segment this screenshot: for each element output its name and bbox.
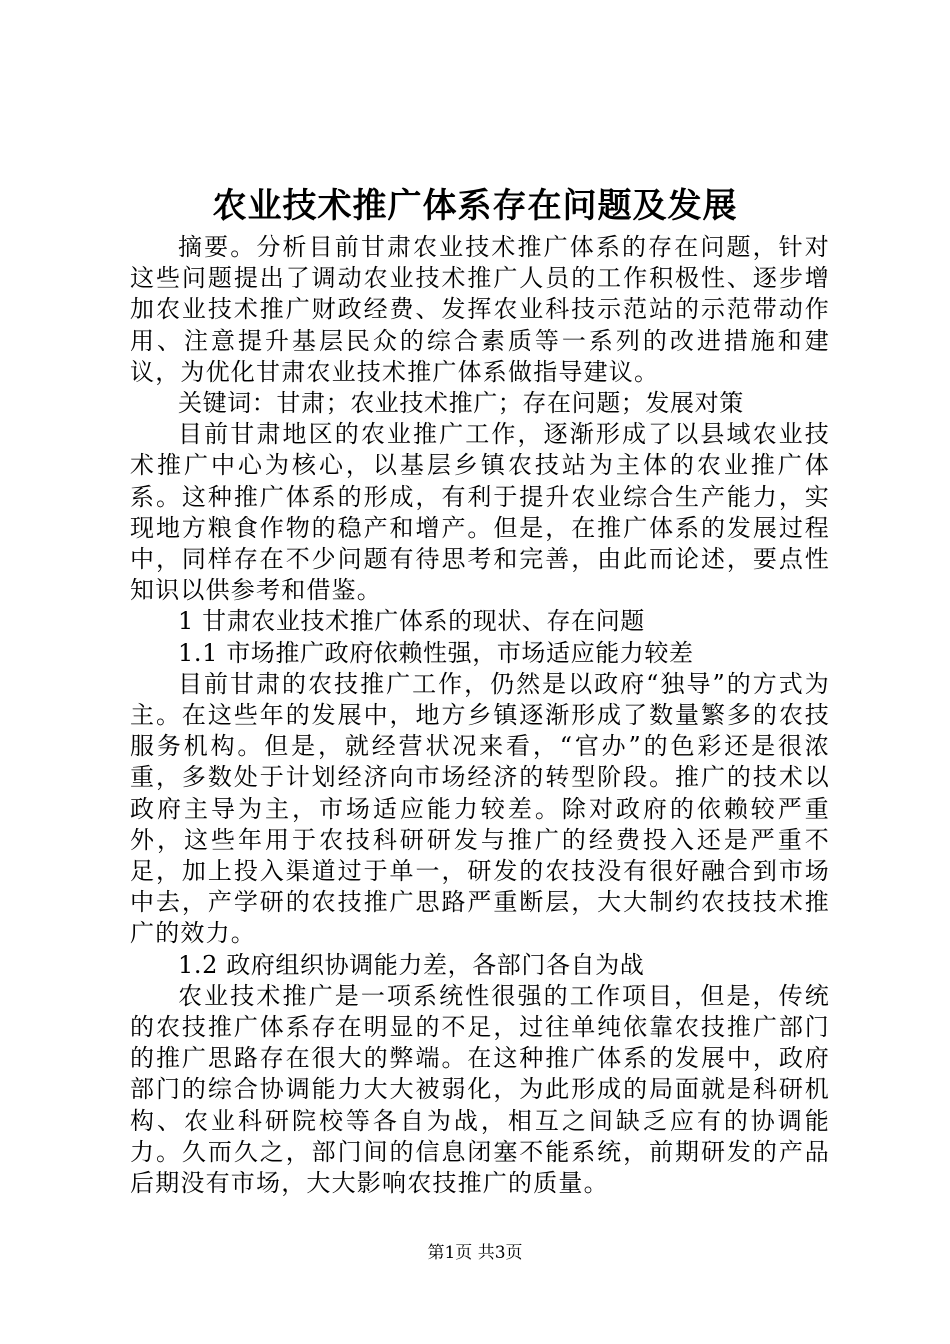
document-title: 农业技术推广体系存在问题及发展 xyxy=(212,186,738,226)
document-body xyxy=(130,232,830,1199)
keywords-line: 关键词：甘肃；农业技术推广；存在问题；发展对策 xyxy=(178,389,744,418)
section-1-heading: 1 甘肃农业技术推广体系的现状、存在问题 xyxy=(178,607,645,636)
intro-paragraph: 目前甘肃地区的农业推广工作，逐渐形成了以县域农业技术推广中心为核心，以基层乡镇农技站为主体的农业推广体系。这种推广体系的形成，有利于提升农业综合生产能力，实现地方粮食作物的稳产和增产。但是，在推广体系的发展过程中，同样存在不少问题有待思考和完善，由此而论述，要点性知识以供参考和借鉴。 xyxy=(130,420,830,605)
abstract-paragraph: 摘要。分析目前甘肃农业技术推广体系的存在问题，针对这些问题提出了调动农业技术推广人员的工作积极性、逐步增加农业技术推广财政经费、发挥农业科技示范站的示范带动作用、注意提升基层民众的综合素质等一系列的改进措施和建议，为优化甘肃农业技术推广体系做指导建议。 xyxy=(130,233,830,386)
section-1-2-paragraph: 农业技术推广是一项系统性很强的工作项目，但是，传统的农技推广体系存在明显的不足，过往单纯依靠农技推广部门的推广思路存在很大的弊端。在这种推广体系的发展中，政府部门的综合协调能力大大被弱化，为此形成的局面就是科研机构、农业科研院校等各自为战，相互之间缺乏应有的协调能力。久而久之，部门间的信息闭塞不能系统，前期研发的产品后期没有市场，大大影响农技推广的质量。 xyxy=(130,981,830,1198)
section-1-2-heading: 1.2 政府组织协调能力差，各部门各自为战 xyxy=(178,950,645,979)
section-1-1-heading: 1.1 市场推广政府依赖性强，市场适应能力较差 xyxy=(178,638,694,667)
page-footer: 第1页 共3页 xyxy=(427,1243,523,1263)
section-1-1-paragraph: 目前甘肃的农技推广工作，仍然是以政府“独导”的方式为主。在这些年的发展中，地方乡镇逐渐形成了数量繁多的农技服务机构。但是，就经营状况来看，“官办”的色彩还是很浓重，多数处于计划经济向市场经济的转型阶段。推广的技术以政府主导为主，市场适应能力较差。除对政府的依赖较严重外，这些年用于农技科研研发与推广的经费投入还是严重不足，加上投入渠道过于单一，研发的农技没有很好融合到市场中去，产学研的农技推广思路严重断层，大大制约农技技术推广的效力。 xyxy=(130,669,830,948)
